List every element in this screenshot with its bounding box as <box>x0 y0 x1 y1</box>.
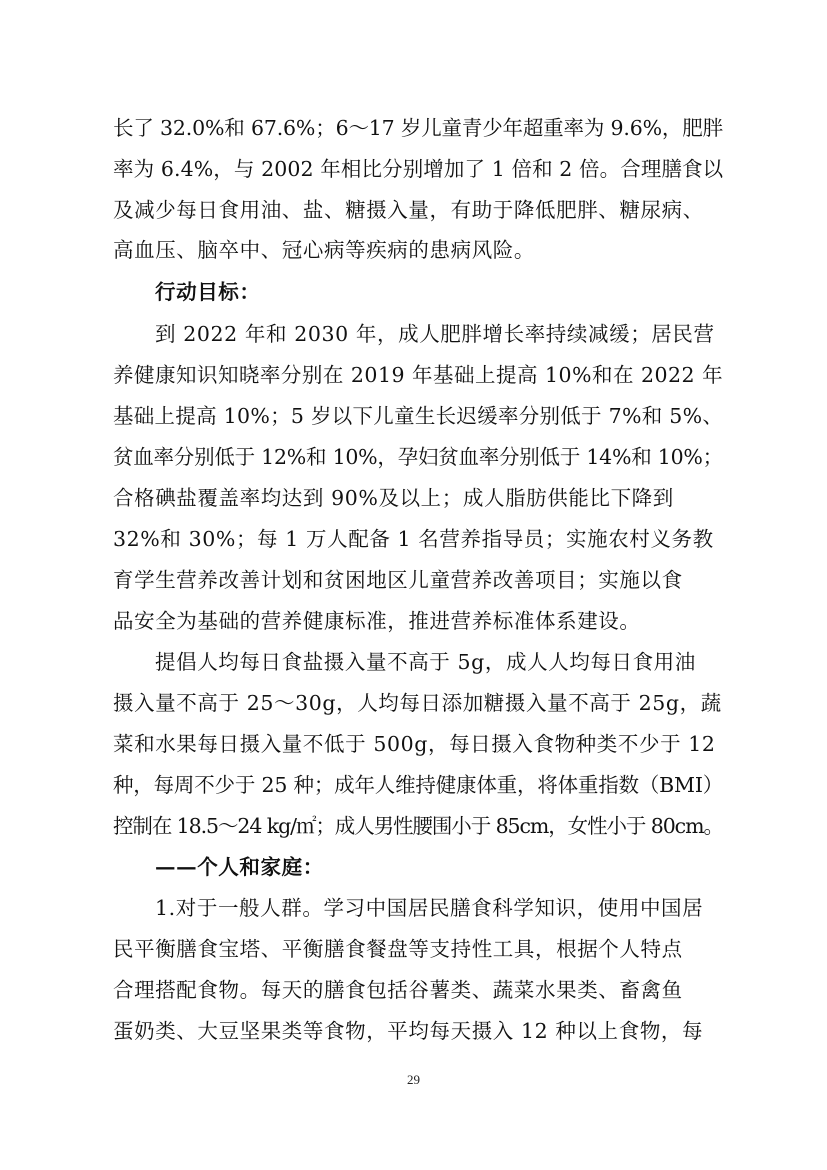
text-line: 1.对于一般人群。学习中国居民膳食科学知识，使用中国居 <box>155 896 704 920</box>
text-line: 率为 6.4%，与 2002 年相比分别增加了 1 倍和 2 倍。合理膳食以 <box>113 157 724 181</box>
section-heading-individual-family: ——个人和家庭： <box>155 855 324 879</box>
text-line: 及减少每日食用油、盐、糖摄入量，有助于降低肥胖、糖尿病、 <box>113 198 704 222</box>
text-line: 32%和 30%；每 1 万人配备 1 名营养指导员；实施农村义务教 <box>113 527 714 551</box>
text-line: 育学生营养改善计划和贫困地区儿童营养改善项目；实施以食 <box>113 568 683 592</box>
text-line: 到 2022 年和 2030 年，成人肥胖增长率持续减缓；居民营 <box>155 322 715 346</box>
section-heading-action-goals: 行动目标： <box>155 280 261 304</box>
text-line: 高血压、脑卒中、冠心病等疾病的患病风险。 <box>113 238 535 262</box>
text-line: 种，每周不少于 25 种；成年人维持健康体重，将体重指数（BMI） <box>113 773 724 797</box>
text-line: 养健康知识知晓率分别在 2019 年基础上提高 10%和在 2022 年 <box>113 363 724 387</box>
text-line: 提倡人均每日食盐摄入量不高于 5g，成人人均每日食用油 <box>155 650 696 674</box>
text-line: 菜和水果每日摄入量不低于 500g，每日摄入食物种类不少于 12 <box>113 732 716 756</box>
text-line: 控制在 18.5～24 kg/㎡；成人男性腰围小于 85cm，女性小于 80cm。 <box>113 814 723 838</box>
text-line: 基础上提高 10%；5 岁以下儿童生长迟缓率分别低于 7%和 5%、 <box>113 404 724 428</box>
text-line: 民平衡膳食宝塔、平衡膳食餐盘等支持性工具，根据个人特点 <box>113 937 683 961</box>
text-line: 长了 32.0%和 67.6%；6～17 岁儿童青少年超重率为 9.6%，肥胖 <box>113 116 723 140</box>
text-line: 合格碘盐覆盖率均达到 90%及以上；成人脂肪供能比下降到 <box>113 486 674 510</box>
text-line: 品安全为基础的营养健康标准，推进营养标准体系建设。 <box>113 609 641 633</box>
text-line: 摄入量不高于 25～30g，人均每日添加糖摄入量不高于 25g，蔬 <box>113 691 722 715</box>
text-line: 贫血率分别低于 12%和 10%，孕妇贫血率分别低于 14%和 10%； <box>113 445 723 469</box>
text-line: 合理搭配食物。每天的膳食包括谷薯类、蔬菜水果类、畜禽鱼 <box>113 978 683 1002</box>
text-line: 蛋奶类、大豆坚果类等食物，平均每天摄入 12 种以上食物，每 <box>113 1019 704 1043</box>
page-number: 29 <box>407 1072 420 1087</box>
